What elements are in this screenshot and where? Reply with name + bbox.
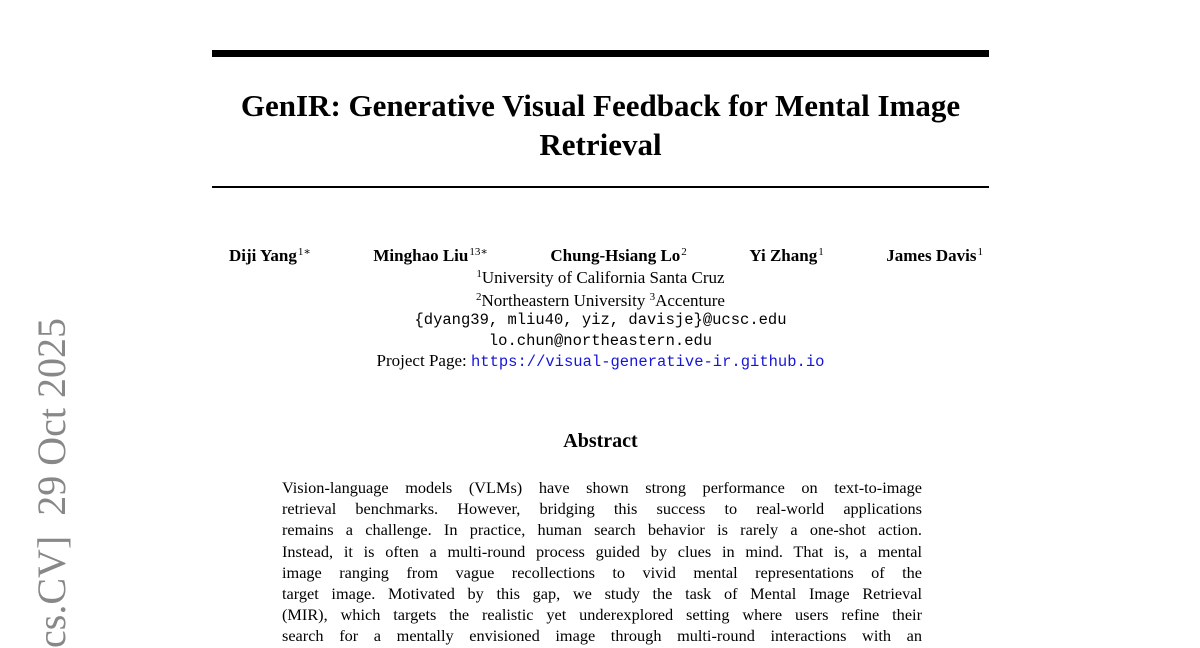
email-line: {dyang39, mliu40, yiz, davisje}@ucsc.edu [414, 311, 787, 329]
title-rule-bottom [212, 186, 989, 188]
abstract-line: remains a challenge. In practice, human search behavior is rarely a one-shot action. [282, 520, 922, 540]
email-line: lo.chun@northeastern.edu [488, 332, 713, 350]
project-page-link[interactable]: https://visual-generative-ir.github.io [470, 353, 825, 371]
author: Yi Zhang$^1$ [749, 246, 824, 265]
abstract-line: Vision-language models (VLMs) have shown strong performance on text-to-image [282, 478, 922, 497]
affiliation-2: $^2$Northeastern University $^3$Accenture [476, 291, 725, 310]
abstract-line: image ranging from vague recollections to vivid mental representations of the [282, 562, 922, 582]
abstract-line: Instead, it is often a multi-round process guided by clues in mind. That is, a mental [282, 541, 922, 561]
author: Chung-Hsiang Lo$^2$ [550, 246, 687, 265]
author: James Davis$^1$ [886, 246, 983, 265]
affiliation-1: $^1$University of California Santa Cruz [476, 268, 725, 287]
title-rule-top [212, 50, 989, 57]
paper-title: GenIR: Generative Visual Feedback for Mental Image Retrieval [240, 88, 961, 162]
abstract-line: retrieval benchmarks. However, bridging this success to real-world applications [282, 499, 922, 519]
abstract-body [282, 477, 922, 647]
abstract-line: search for a mentally envisioned image through multi-round interactions with an [282, 626, 922, 646]
author: Diji Yang$^{1∗}$ [229, 246, 311, 265]
project-page: Project Page: https://visual-generative-ir.github.io [376, 351, 825, 371]
author: Minghao Liu$^{13∗}$ [373, 246, 488, 265]
abstract-line: target image. Motivated by this gap, we study the task of Mental Image Retrieval [282, 584, 922, 604]
arxiv-stamp: cs.CV] 29 Oct 2025 [29, 318, 74, 648]
abstract-line: (MIR), which targets the realistic yet underexplored setting where users refine their [282, 605, 922, 625]
abstract-heading: Abstract [563, 430, 638, 452]
